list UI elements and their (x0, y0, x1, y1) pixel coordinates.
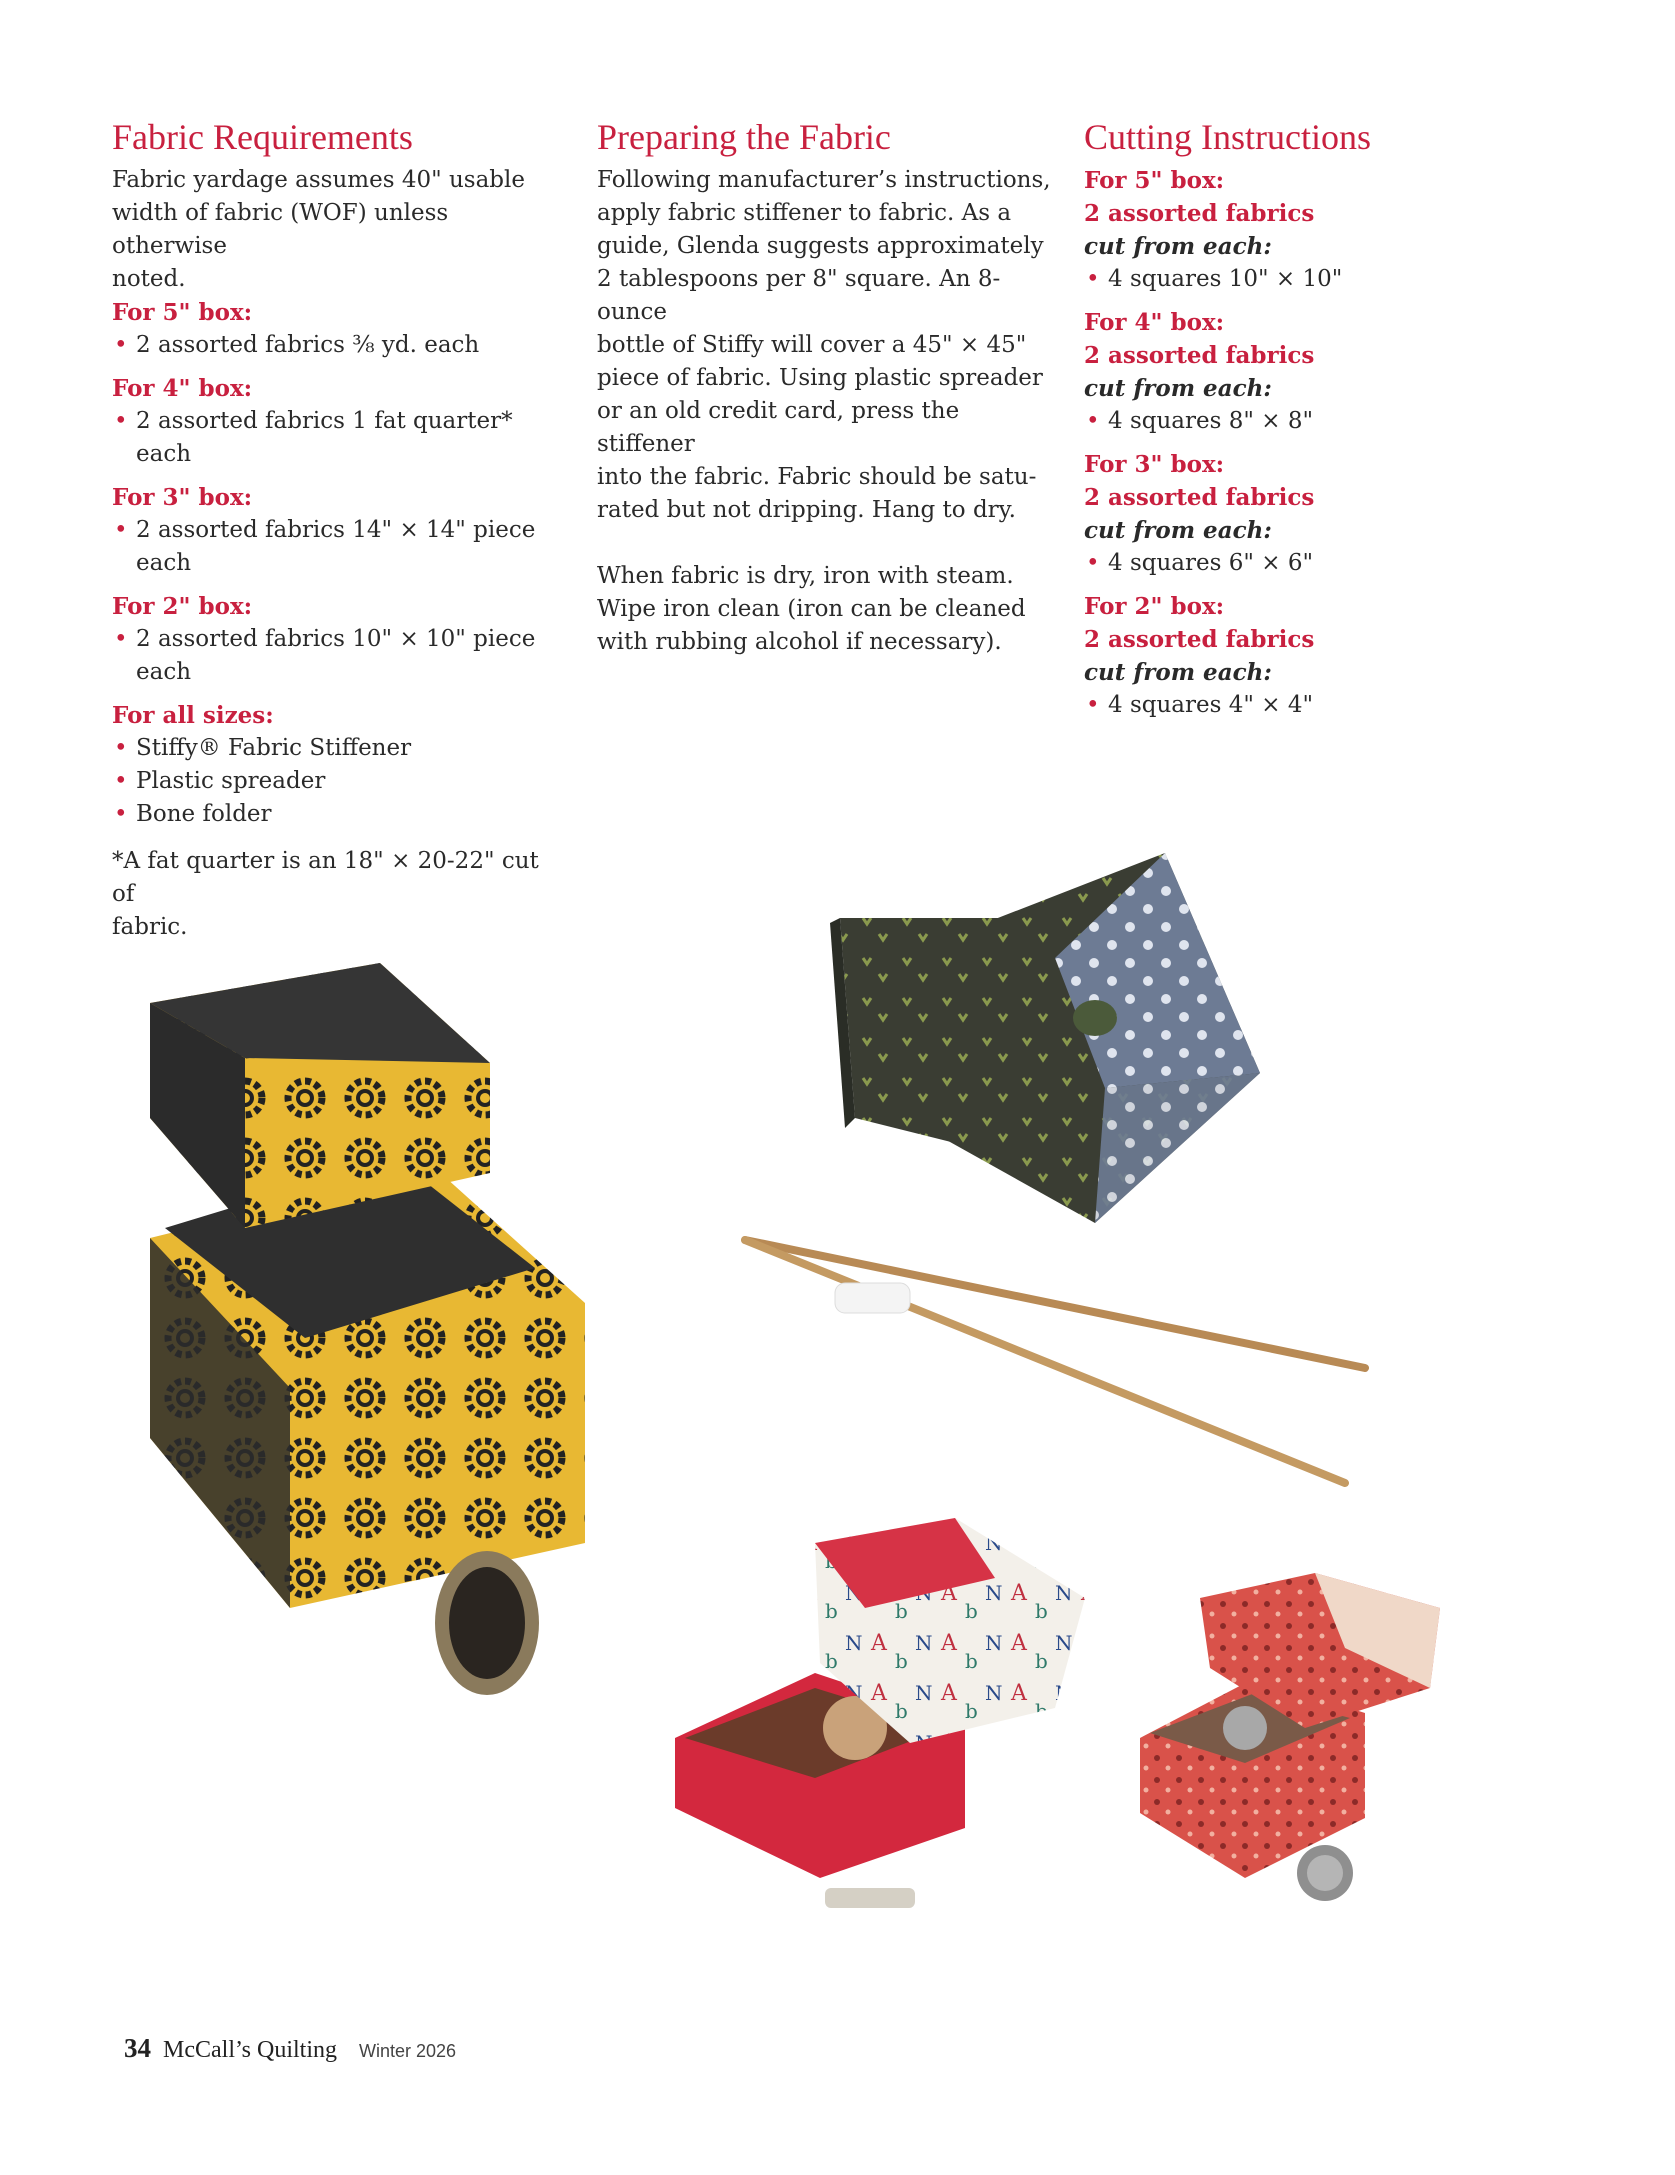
cut-2in-cut: cut from each: (1084, 658, 1272, 686)
req-all-label: For all sizes: (112, 701, 274, 729)
cut-3in-cut: cut from each: (1084, 516, 1272, 544)
req-3in-label: For 3" box: (112, 483, 253, 511)
list-item: • Stiffy® Fabric Stiffener (112, 732, 562, 765)
para-line: piece of fabric. Using plastic spreader (597, 364, 1043, 391)
para-line: or an old credit card, press the stiffener (597, 397, 960, 457)
chopsticks (745, 1240, 1365, 1483)
req-all-list (112, 732, 562, 831)
issue-label: Winter 2026 (359, 2041, 457, 2061)
cut-3in-list (1084, 547, 1504, 580)
list-item: • 4 squares 6" × 6" (1084, 547, 1504, 580)
yellow-fabric-box (150, 963, 585, 1695)
para-line: with rubbing alcohol if necessary). (597, 628, 1002, 655)
publication-name: McCall’s Quilting (163, 2037, 337, 2063)
intro-line-3: noted. (112, 265, 186, 292)
req-5in-list (112, 329, 562, 362)
cut-2in-label: For 2" box: (1084, 592, 1225, 620)
fabric-boxes-photo (95, 828, 1495, 1998)
para-line: apply fabric stiffener to fabric. As a (597, 199, 1012, 226)
page-number: 34 (124, 2033, 151, 2063)
preparing-paragraph-1 (597, 164, 1057, 527)
list-item: • 2 assorted fabrics ⅜ yd. each (112, 329, 562, 362)
list-item: • 2 assorted fabrics 1 fat quarter* each (112, 405, 562, 471)
list-item: • 2 assorted fabrics 10" × 10" piece each (112, 623, 562, 689)
note-line-1: *A fat quarter is an 18" × 20-22" cut of (112, 847, 539, 907)
para-line: bottle of Stiffy will cover a 45" × 45" (597, 331, 1027, 358)
para-line: When fabric is dry, iron with steam. (597, 562, 1014, 589)
fabric-requirements-column (112, 118, 562, 944)
para-line: Following manufacturer’s instructions, (597, 166, 1051, 193)
list-item: • 4 squares 4" × 4" (1084, 689, 1504, 722)
list-item: • 4 squares 10" × 10" (1084, 263, 1504, 296)
para-line: rated but not dripping. Hang to dry. (597, 496, 1016, 523)
req-4in-list (112, 405, 562, 471)
req-2in-label: For 2" box: (112, 592, 253, 620)
cut-5in-list (1084, 263, 1504, 296)
req-2in-list (112, 623, 562, 689)
list-item: • 2 assorted fabrics 14" × 14" piece each (112, 514, 562, 580)
preparing-heading: Preparing the Fabric (597, 117, 891, 157)
page-footer (124, 2033, 456, 2064)
cutting-column (1084, 118, 1504, 732)
cut-3in-label: For 3" box: (1084, 450, 1225, 478)
cut-5in-label: For 5" box: (1084, 166, 1225, 194)
para-line: guide, Glenda suggests approximately (597, 232, 1044, 259)
list-item: • Plastic spreader (112, 765, 562, 798)
cut-3in-fabric: 2 assorted fabrics (1084, 483, 1315, 511)
cut-4in-list (1084, 405, 1504, 438)
para-line: Wipe iron clean (iron can be cleaned (597, 595, 1026, 622)
cut-2in-list (1084, 689, 1504, 722)
list-item: • 4 squares 8" × 8" (1084, 405, 1504, 438)
cut-5in-cut: cut from each: (1084, 232, 1272, 260)
cut-4in-fabric: 2 assorted fabrics (1084, 341, 1315, 369)
dot-fabric-box (1140, 1573, 1440, 1901)
cut-2in-fabric: 2 assorted fabrics (1084, 625, 1315, 653)
cut-4in-cut: cut from each: (1084, 374, 1272, 402)
list-item: • Bone folder (112, 798, 562, 831)
req-3in-list (112, 514, 562, 580)
letter-fabric-box (675, 1518, 1085, 1908)
cut-4in-label: For 4" box: (1084, 308, 1225, 336)
cut-5in-fabric: 2 assorted fabrics (1084, 199, 1315, 227)
para-line: 2 tablespoons per 8" square. An 8-ounce (597, 265, 1001, 325)
note-line-2: fabric. (112, 913, 188, 940)
req-5in-label: For 5" box: (112, 298, 253, 326)
para-line: into the fabric. Fabric should be satu- (597, 463, 1037, 490)
preparing-paragraph-2 (597, 560, 1057, 659)
cutting-heading: Cutting Instructions (1084, 117, 1371, 157)
preparing-column (597, 118, 1057, 659)
req-4in-label: For 4" box: (112, 374, 253, 402)
intro-line-2: width of fabric (WOF) unless otherwise (112, 199, 449, 259)
fabric-requirements-heading: Fabric Requirements (112, 117, 413, 157)
green-fabric-box (830, 853, 1260, 1223)
intro-line-1: Fabric yardage assumes 40" usable (112, 166, 526, 193)
